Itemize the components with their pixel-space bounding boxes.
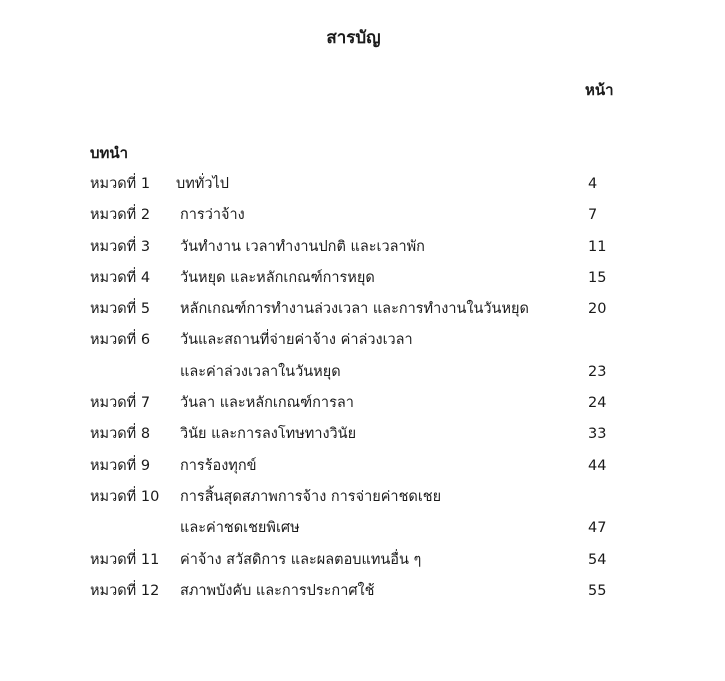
toc-entry: [0, 391, 725, 422]
chapter-title: วันลา และหลักเกณฑ์การลา: [180, 395, 354, 412]
page-number-column-header: หน้า: [585, 81, 614, 99]
chapter-title-line2: และค่าชดเชยพิเศษ: [180, 520, 300, 537]
chapter-label: หมวดที่ 9: [90, 457, 151, 474]
chapter-title: การว่าจ้าง: [180, 207, 245, 224]
toc-entry: [0, 485, 725, 516]
page-number: 54: [588, 551, 607, 568]
chapter-label: หมวดที่ 6: [90, 332, 151, 349]
chapter-label: หมวดที่ 12: [90, 582, 160, 599]
toc-entry: [0, 328, 725, 359]
chapter-label: หมวดที่ 10: [90, 488, 160, 505]
chapter-title-line2: และค่าล่วงเวลาในวันหยุด: [180, 363, 341, 380]
chapter-title: วินัย และการลงโทษทางวินัย: [180, 426, 357, 443]
chapter-label: หมวดที่ 3: [90, 238, 151, 255]
page-number: 20: [588, 301, 607, 318]
chapter-label: หมวดที่ 7: [90, 395, 151, 412]
page-number: 15: [588, 269, 607, 286]
chapter-title: หลักเกณฑ์การทำงานล่วงเวลา และการทำงานในวันหยุด: [180, 301, 529, 318]
page-number: 44: [588, 457, 607, 474]
toc-entry-continuation: [0, 360, 725, 391]
intro-heading: บทนำ: [90, 144, 129, 162]
chapter-label: หมวดที่ 11: [90, 551, 160, 568]
toc-list: [0, 172, 725, 610]
chapter-label: หมวดที่ 8: [90, 426, 151, 443]
chapter-label: หมวดที่ 4: [90, 269, 151, 286]
chapter-label: หมวดที่ 1: [90, 176, 151, 192]
page-number: 7: [588, 207, 598, 224]
toc-entry: [0, 454, 725, 485]
toc-entry: [0, 266, 725, 297]
chapter-title: การสิ้นสุดสภาพการจ้าง การจ่ายค่าชดเชย: [180, 488, 442, 505]
toc-entry: [0, 172, 725, 203]
toc-entry: [0, 235, 725, 266]
page-number: 24: [588, 395, 607, 412]
chapter-title: การร้องทุกข์: [180, 457, 257, 474]
page-number: 11: [588, 238, 607, 255]
toc-entry: [0, 548, 725, 579]
page-title: [0, 26, 725, 50]
toc-entry: [0, 203, 725, 234]
page-number: 33: [588, 426, 607, 443]
page-number: 55: [588, 582, 607, 599]
toc-entry: [0, 422, 725, 453]
toc-entry-continuation: [0, 516, 725, 547]
toc-entry: [0, 297, 725, 328]
page-number: 47: [588, 520, 607, 537]
page-number: 23: [588, 363, 607, 380]
chapter-title: วันทำงาน เวลาทำงานปกติ และเวลาพัก: [180, 238, 425, 255]
chapter-label: หมวดที่ 5: [90, 301, 151, 318]
chapter-title: สภาพบังคับ และการประกาศใช้: [180, 582, 375, 599]
chapter-title: บททั่วไป: [176, 176, 229, 192]
chapter-title: วันและสถานที่จ่ายค่าจ้าง ค่าล่วงเวลา: [180, 332, 413, 349]
toc-entry: [0, 579, 725, 610]
chapter-label: หมวดที่ 2: [90, 207, 151, 224]
page-number: 4: [588, 176, 598, 192]
chapter-title: วันหยุด และหลักเกณฑ์การหยุด: [180, 269, 375, 286]
page-title-text: สารบัญ: [326, 28, 381, 48]
chapter-title: ค่าจ้าง สวัสดิการ และผลตอบแทนอื่น ๆ: [180, 551, 422, 568]
